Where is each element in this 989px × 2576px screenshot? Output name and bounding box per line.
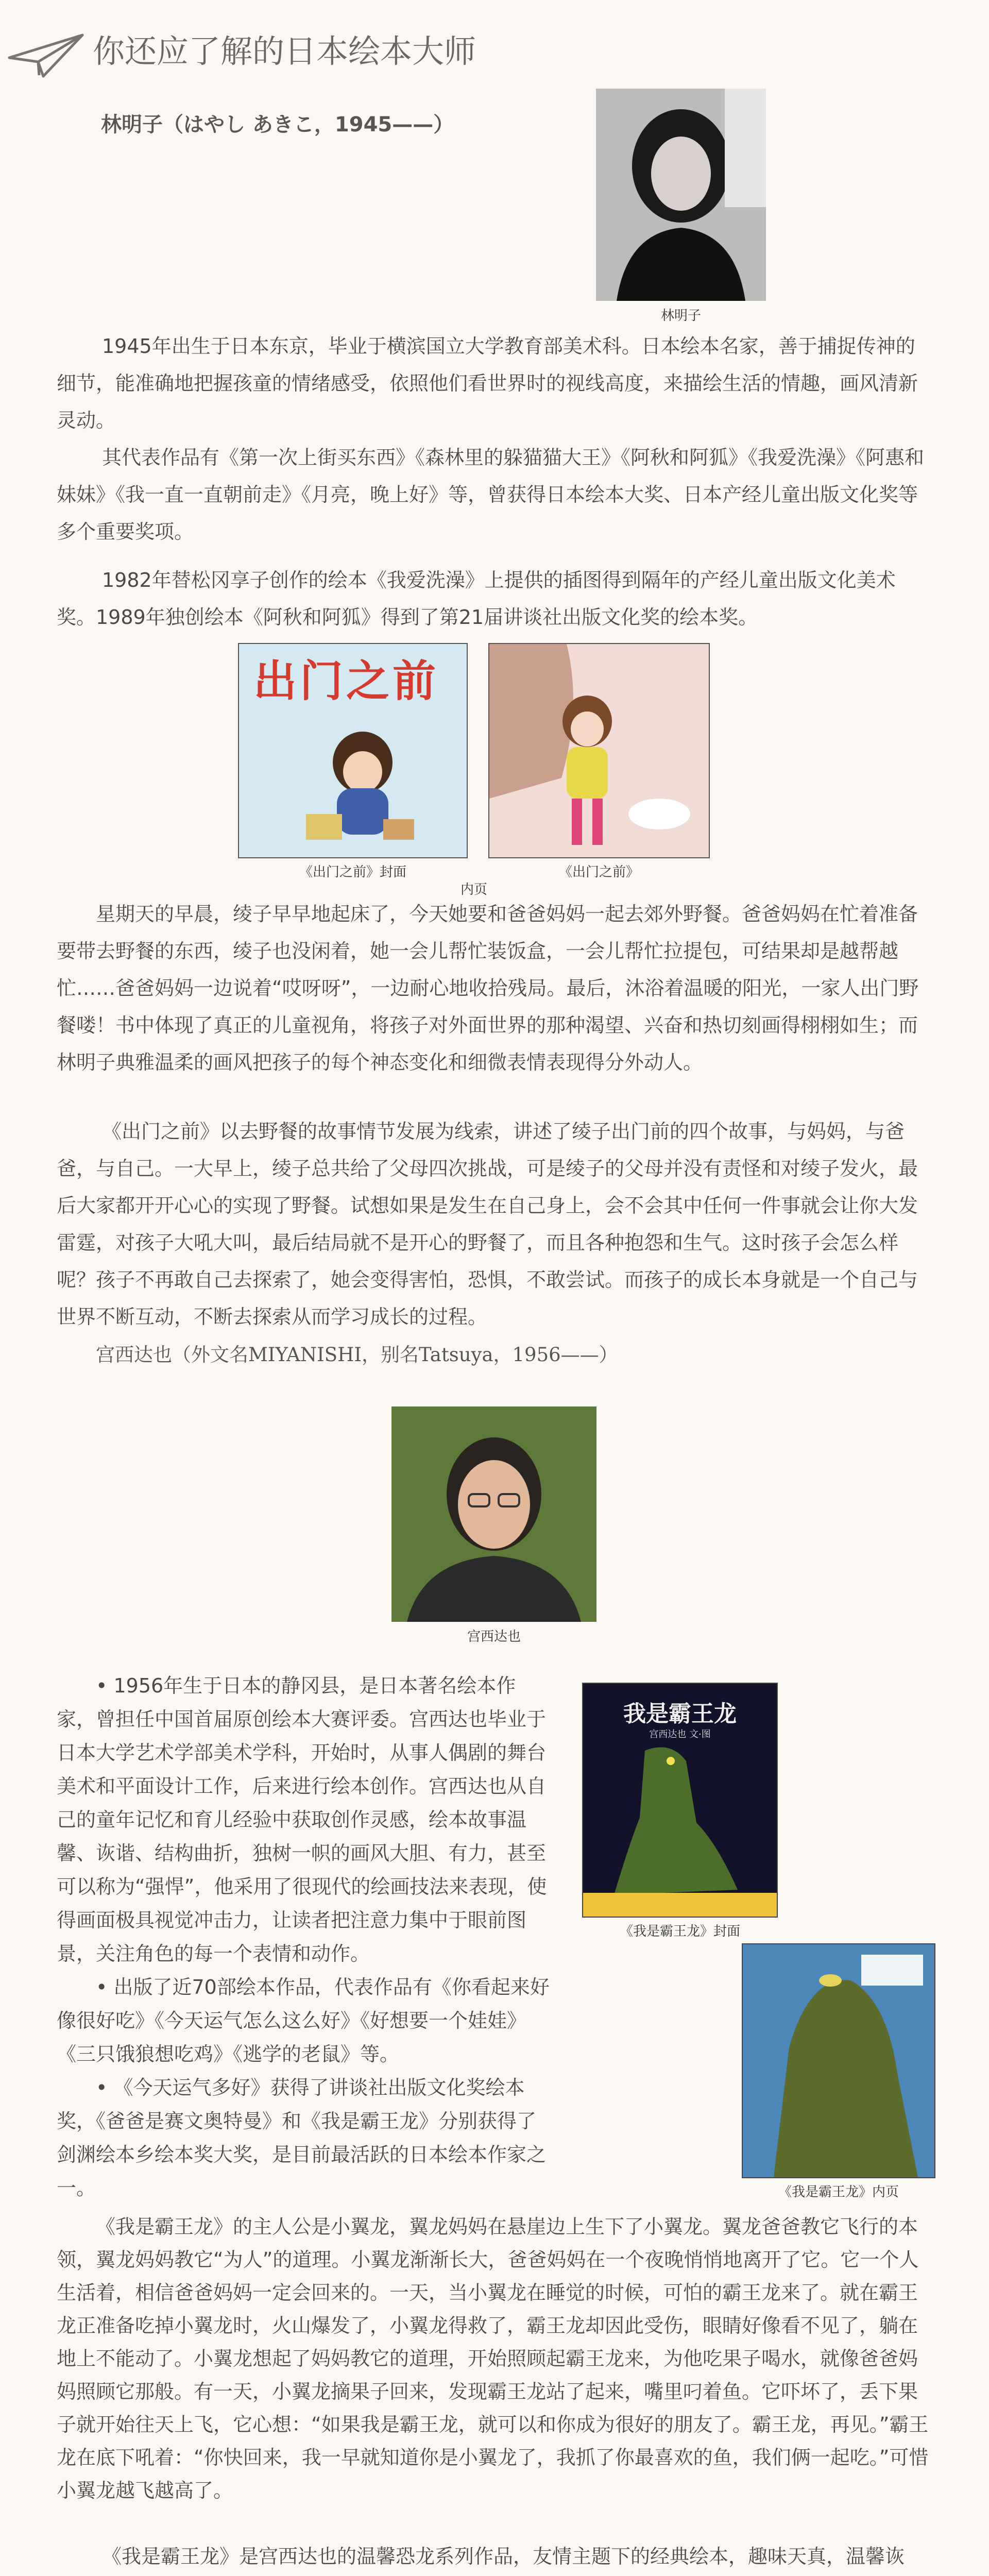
bullet-dot-icon: •: [96, 2076, 114, 2099]
book2-cover-sub: 宫西达也 文·图: [649, 1729, 711, 1740]
author2-bullet2: • 出版了近70部绘本作品，代表作品有《你看起来好像很好吃》《今天运气怎么这么好》《好想要一个娃娃》《三只饿狼想吃鸡》《逃学的老鼠》等。: [57, 1976, 550, 2065]
author2-heading: 宫西达也（外文名MIYANISHI，别名Tatsuya，1956——）: [96, 1344, 618, 1366]
author2-bullet3: • 《今天运气多好》获得了讲谈社出版文化奖绘本奖，《爸爸是赛文奥特曼》和《我是霸王龙》分别获得了剑渊绘本乡绘本奖大奖，是目前最活跃的日本绘本作家之一。: [57, 2076, 547, 2199]
book1-inner-caption2: 内页: [460, 882, 487, 897]
book2-cover-image: [582, 1683, 778, 1918]
bullet-dot-icon: •: [96, 1674, 114, 1697]
book2-cover-title: 我是霸王龙: [623, 1701, 737, 1727]
author2-photo-caption: 宫西达也: [467, 1629, 521, 1645]
paper-plane-icon: [7, 32, 84, 78]
author2-photo: [391, 1406, 596, 1622]
header: [0, 0, 989, 103]
author2-bullet-list: [57, 1669, 551, 2205]
book2-inner-caption: 《我是霸王龙》内页: [778, 2184, 899, 2200]
book2-inner-image: [742, 1943, 935, 2178]
author1-bio-p1: 1945年出生于日本东京，毕业于横滨国立大学教育部美术科。日本绘本名家，善于捕捉传神的细节，能准确地把握孩童的情绪感受，依照他们看世界时的视线高度，来描绘生活的情趣，画风清新灵动。: [57, 335, 918, 432]
author1-photo-caption: 林明子: [660, 308, 701, 324]
book1-cover-title: 出门之前: [253, 656, 439, 706]
author2-bullet1: • 1956年生于日本的静冈县，是日本著名绘本作家，曾担任中国首届原创绘本大赛评委。宫西达也毕业于日本大学艺术学部美术学科，开始时，从事人偶剧的舞台美术和平面设计工作，后来进行绘本创作。宫西达也从自己的童年记忆和育儿经验中获取创作灵感，绘本故事温馨、诙谐、结构曲折，独树一帜的画风大胆、有力，甚至可以称为“强悍”，他采用了很现代的绘画技法来表现，使得画面极具视觉冲击力，让读者把注意力集中于眼前图景，关注角色的每一个表情和动作。: [57, 1674, 547, 1965]
page-title: 你还应了解的日本绘本大师: [93, 32, 476, 70]
author1-story-p1: 星期天的早晨，绫子早早地起床了，今天她要和爸爸妈妈一起去郊外野餐。爸爸妈妈在忙着准备要带去野餐的东西，绫子也没闲着，她一会儿帮忙装饭盒，一会儿帮忙拉提包，可结果却是越帮越忙……爸爸妈妈一边说着“哎呀呀”，一边耐心地收拾残局。最后，沐浴着温暖的阳光，一家人出门野餐喽！书中体现了真正的儿童视角，将孩子对外面世界的那种渴望、兴奋和热切刻画得栩栩如生；而林明子典雅温柔的画风把孩子的每个神态变化和细微表情表现得分外动人。: [57, 903, 919, 1074]
author1-photo: [596, 89, 766, 301]
author1-heading: 林明子（はやし あきこ，1945——）: [101, 113, 454, 137]
author2-story-p1: 《我是霸王龙》的主人公是小翼龙，翼龙妈妈在悬崖边上生下了小翼龙。翼龙爸爸教它飞行的本领，翼龙妈妈教它“为人”的道理。小翼龙渐渐长大，爸爸妈妈在一个夜晚悄悄地离开了它。它一个人生活着，相信爸爸妈妈一定会回来的。一天，当小翼龙在睡觉的时候，可怕的霸王龙来了。就在霸王龙正准备吃掉小翼龙时，火山爆发了，小翼龙得救了，霸王龙却因此受伤，眼睛好像看不见了，躺在地上不能动了。小翼龙想起了妈妈教它的道理，开始照顾起霸王龙来，为他吃果子喝水，就像爸爸妈妈照顾它那般。有一天，小翼龙摘果子回来，发现霸王龙站了起来，嘴里叼着鱼。它吓坏了，丢下果子就开始往天上飞，它心想：“如果我是霸王龙，就可以和你成为很好的朋友了。霸王龙，再见。”霸王龙在底下吼着：“你快回来，我一早就知道你是小翼龙了，我抓了你最喜欢的鱼，我们俩一起吃。”可惜小翼龙越飞越高了。: [57, 2215, 929, 2502]
author1-bio-p2: 其代表作品有《第一次上街买东西》《森林里的躲猫猫大王》《阿秋和阿狐》《我爱洗澡》《阿惠和妹妹》《我一直一直朝前走》《月亮，晚上好》等，曾获得日本绘本大奖、日本产经儿童出版文化奖等多个重要奖项。: [57, 446, 925, 543]
book1-cover-image: [238, 643, 468, 858]
book1-inner-caption: 《出门之前》: [558, 865, 639, 880]
author2-story-p2: 《我是霸王龙》是宫西达也的温馨恐龙系列作品，友情主题下的经典绘本，趣味天真，温馨诙: [102, 2545, 905, 2568]
book1-cover-caption: 《出门之前》封面: [299, 865, 406, 880]
book1-inner-image: [488, 643, 710, 858]
bullet-dot-icon: •: [96, 1976, 114, 1998]
book2-cover-caption: 《我是霸王龙》封面: [619, 1924, 740, 1939]
author1-story-p2: 《出门之前》以去野餐的故事情节发展为线索，讲述了绫子出门前的四个故事，与妈妈，与爸爸，与自己。一大早上，绫子总共给了父母四次挑战，可是绫子的父母并没有责怪和对绫子发火，最后大家都开开心心的实现了野餐。试想如果是发生在自己身上，会不会其中任何一件事就会让你大发雷霆，对孩子大吼大叫，最后结局就不是开心的野餐了，而且各种抱怨和生气。这时孩子会怎么样呢？孩子不再敢自己去探索了，她会变得害怕，恐惧，不敢尝试。而孩子的成长本身就是一个自己与世界不断互动，不断去探索从而学习成长的过程。: [57, 1120, 918, 1328]
author1-bio-p3: 1982年替松冈享子创作的绘本《我爱洗澡》上提供的插图得到隔年的产经儿童出版文化美术奖。1989年独创绘本《阿秋和阿狐》得到了第21届讲谈社出版文化奖的绘本奖。: [57, 569, 896, 629]
